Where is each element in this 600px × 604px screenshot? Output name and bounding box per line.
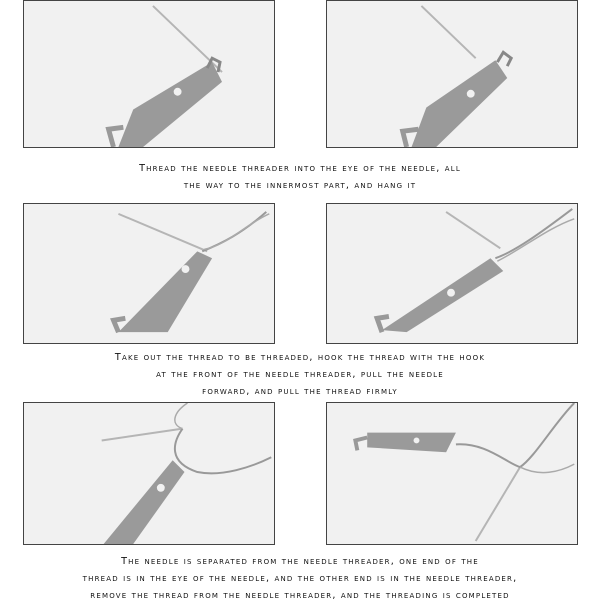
step3-photo-left <box>23 402 275 545</box>
step1-photo-right <box>326 0 578 148</box>
caption-line: remove the thread from the needle threader, and the threading is completed <box>90 590 510 601</box>
step2-caption <box>0 349 600 400</box>
caption-line: The needle is separated from the needle threader, one end of the <box>121 556 479 567</box>
separated-needle-image <box>24 403 274 544</box>
step1-photo-left <box>23 0 275 148</box>
step3-photo-right <box>326 402 578 545</box>
step2-photo-left <box>23 203 275 344</box>
caption-line: Take out the thread to be threaded, hook the thread with the hook <box>114 352 486 363</box>
step3-caption <box>0 553 600 604</box>
step2-photo-right <box>326 203 578 344</box>
caption-line: thread is in the eye of the needle, and the other end is in the needle threader, <box>82 573 518 584</box>
threader-thread-image <box>327 204 577 343</box>
caption-line: forward, and pull the thread firmly <box>202 386 398 397</box>
completed-threading-image <box>327 403 577 544</box>
caption-line: at the front of the needle threader, pull the needle <box>156 369 444 380</box>
step1-caption <box>0 160 600 194</box>
caption-line: the way to the innermost part, and hang it <box>183 180 417 191</box>
threader-thread-image <box>24 204 274 343</box>
threader-needle-image <box>24 1 274 147</box>
threader-needle-image <box>327 1 577 147</box>
caption-line: Thread the needle threader into the eye of the needle, all <box>139 163 461 174</box>
